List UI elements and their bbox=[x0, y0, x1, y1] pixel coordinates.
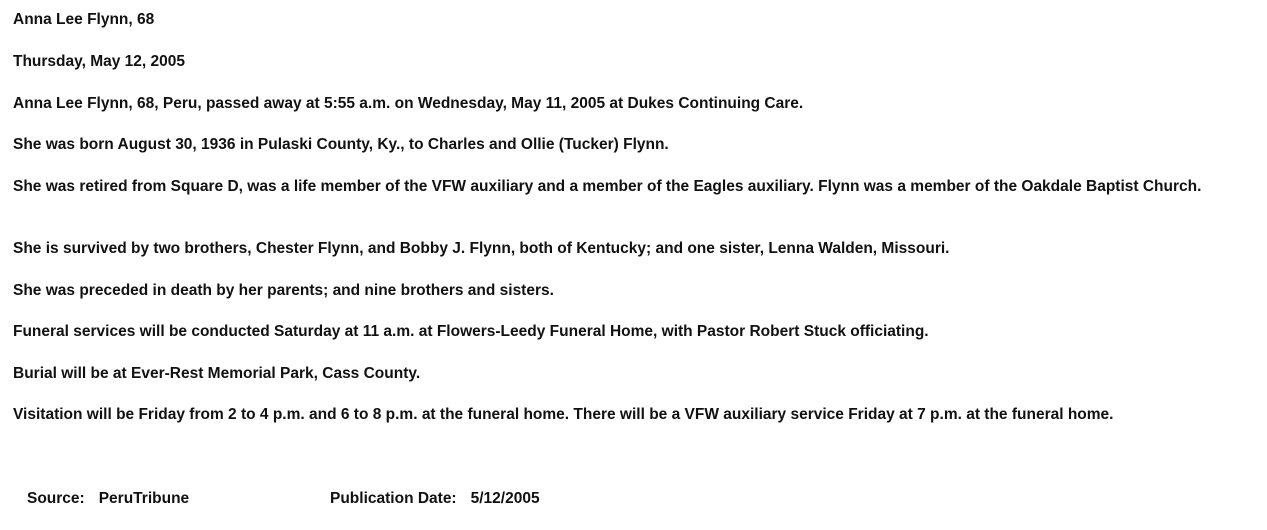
footer-publication-date bbox=[330, 488, 540, 509]
paragraph-funeral-services: Funeral services will be conducted Saturday at 11 a.m. at Flowers-Leedy Funeral Home, with Pastor Robert Stuck officiating. bbox=[13, 323, 929, 340]
obituary-date: Thursday, May 12, 2005 bbox=[13, 53, 186, 70]
publication-date-label: Publication Date: bbox=[330, 490, 457, 507]
paragraph-visitation: Visitation will be Friday from 2 to 4 p.m. and 6 to 8 p.m. at the funeral home. There will be a VFW auxiliary service Friday at 7 p.m. at the funeral home. bbox=[13, 406, 1114, 423]
paragraph-memberships: She was retired from Square D, was a life member of the VFW auxiliary and a member of the Eagles auxiliary. Flynn was a member of the Oakdale Baptist Church. bbox=[13, 178, 1202, 195]
paragraph-birth: She was born August 30, 1936 in Pulaski County, Ky., to Charles and Ollie (Tucker) Flynn. bbox=[13, 136, 669, 153]
paragraph-survivors: She is survived by two brothers, Chester Flynn, and Bobby J. Flynn, both of Kentucky; and one sister, Lenna Walden, Missouri. bbox=[13, 240, 950, 257]
publication-date-value: 5/12/2005 bbox=[470, 490, 540, 507]
source-value: PeruTribune bbox=[98, 490, 190, 507]
footer-source bbox=[27, 488, 189, 509]
source-label: Source: bbox=[27, 490, 85, 507]
paragraph-preceded: She was preceded in death by her parents; and nine brothers and sisters. bbox=[13, 282, 554, 299]
obituary-title: Anna Lee Flynn, 68 bbox=[13, 11, 155, 28]
paragraph-burial: Burial will be at Ever-Rest Memorial Park, Cass County. bbox=[13, 365, 421, 382]
paragraph-death-notice: Anna Lee Flynn, 68, Peru, passed away at 5:55 a.m. on Wednesday, May 11, 2005 at Dukes Continuing Care. bbox=[13, 95, 804, 112]
